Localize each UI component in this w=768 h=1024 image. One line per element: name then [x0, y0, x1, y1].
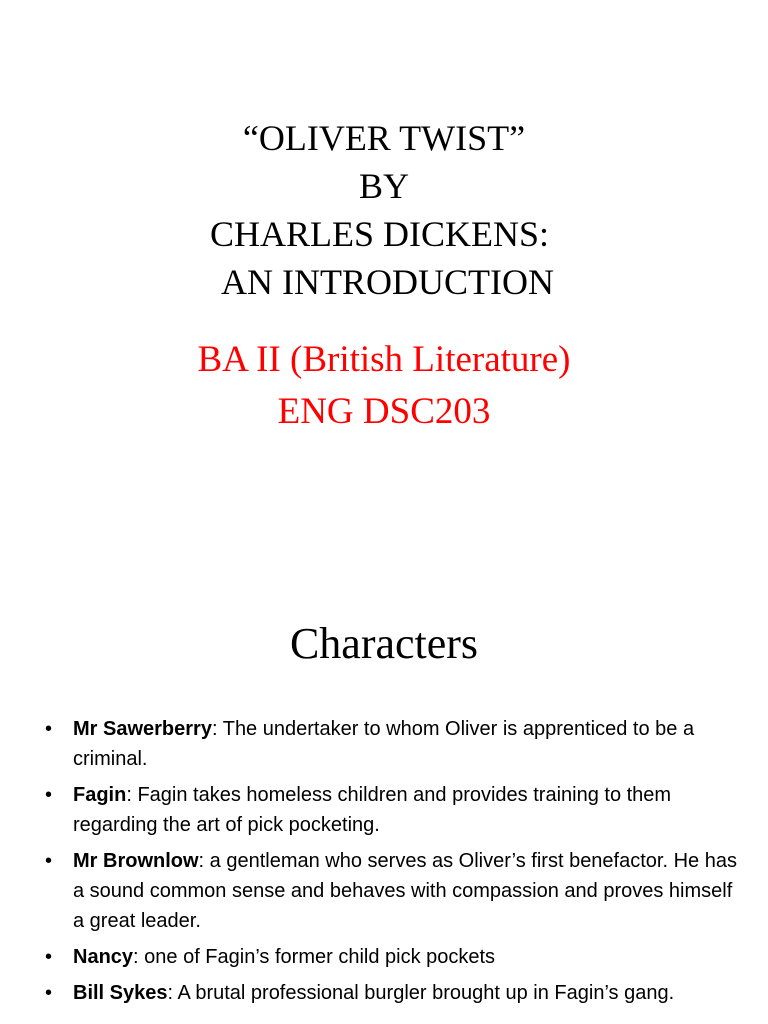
title-line-3: CHARLES DICKENS:	[209, 214, 559, 254]
list-item-sawerberry	[0, 714, 768, 774]
course-subtitle	[0, 334, 768, 438]
list-item-bill-sykes	[0, 978, 768, 1008]
presentation-title	[0, 114, 768, 306]
title-line-1: “OLIVER TWIST”	[242, 118, 526, 158]
title-line-2: BY	[358, 166, 409, 206]
bullet-icon: •	[45, 982, 53, 1004]
character-name: Fagin	[73, 784, 127, 806]
character-name: Mr Brownlow	[73, 850, 199, 872]
character-name: Bill Sykes	[73, 982, 168, 1004]
list-item-brownlow	[0, 846, 768, 936]
bullet-icon: •	[45, 946, 53, 968]
characters-heading: Characters	[289, 619, 479, 668]
character-list	[0, 714, 768, 1014]
character-description: : one of Fagin’s former child pick pockets	[133, 946, 496, 968]
subtitle-line-1: BA II (British Literature)	[197, 339, 571, 380]
subtitle-line-2: ENG DSC203	[277, 391, 491, 432]
character-name: Mr Sawerberry	[73, 718, 212, 740]
bullet-icon: •	[45, 784, 53, 806]
bullet-icon: •	[45, 850, 53, 872]
characters-slide	[0, 576, 768, 1024]
title-line-4: AN INTRODUCTION	[214, 262, 554, 302]
list-item-fagin	[0, 780, 768, 840]
bullet-icon: •	[45, 718, 53, 740]
list-item-nancy	[0, 942, 768, 972]
character-description: : a gentleman who serves as Oliver’s first benefactor. He has a sound common sense and behaves with compassion and proves himself a great leader.	[73, 850, 737, 932]
character-name: Nancy	[73, 946, 134, 968]
character-description: : The undertaker to whom Oliver is apprenticed to be a criminal.	[73, 718, 695, 770]
character-description: : Fagin takes homeless children and provides training to them regarding the art of pick pocketing.	[73, 784, 672, 836]
character-description: : A brutal professional burgler brought up in Fagin’s gang.	[167, 982, 675, 1004]
